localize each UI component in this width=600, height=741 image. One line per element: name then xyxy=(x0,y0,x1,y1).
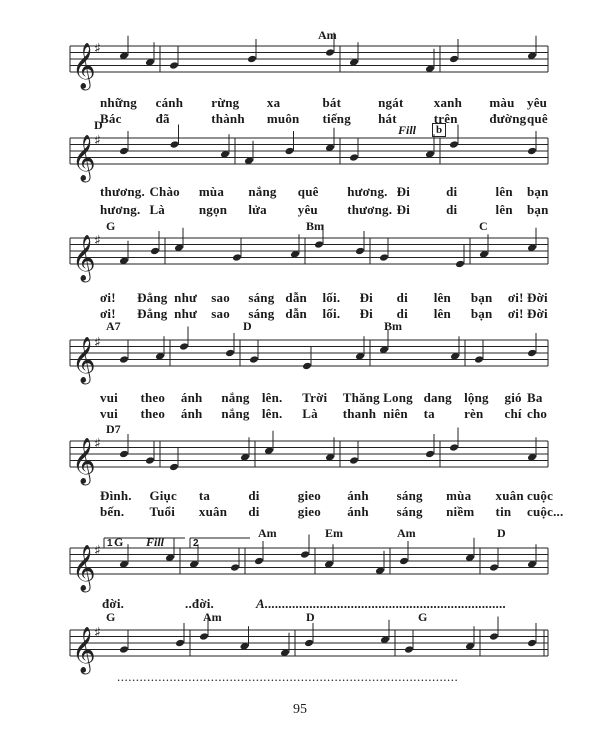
note-head xyxy=(170,140,180,149)
lyric-word: Giục xyxy=(149,488,177,503)
lyric-word: Là xyxy=(149,202,166,217)
lyric-word: ơi! xyxy=(507,306,524,321)
lyric-word: lên xyxy=(433,306,451,321)
lyric-word: lối. xyxy=(322,290,341,305)
lyric-word: lộng xyxy=(464,390,489,405)
note-head xyxy=(304,639,314,648)
lyric-word: vui xyxy=(100,406,118,421)
lyric-word: di xyxy=(396,306,408,321)
note-head xyxy=(119,450,129,459)
note-head xyxy=(449,140,459,149)
note-head xyxy=(404,645,414,654)
note-head xyxy=(399,557,409,566)
chord-symbol: Am xyxy=(203,610,222,624)
lyric-word: gieo xyxy=(297,504,321,519)
lyric-word: niên xyxy=(383,406,408,421)
note-head xyxy=(455,260,465,269)
ending-number: 2 xyxy=(193,538,199,549)
note-head xyxy=(527,349,537,358)
lyric-word: ngọn xyxy=(198,202,228,217)
note-head xyxy=(145,456,155,465)
lyric-word: Ba xyxy=(527,390,543,405)
lyric-word: xa xyxy=(266,95,281,110)
note-head xyxy=(314,240,324,249)
chord-symbol: G xyxy=(106,610,116,624)
chord-symbol: Bm xyxy=(306,219,324,233)
lyric-word: hương. xyxy=(347,184,388,199)
lyric-word: ánh xyxy=(180,406,203,421)
chord-symbol: A7 xyxy=(106,319,121,333)
lyric-word: chí xyxy=(504,406,522,421)
treble-clef-icon: 𝄞 xyxy=(72,337,96,383)
lyric-word: như xyxy=(174,306,198,321)
lyric-word: ơi! xyxy=(100,290,116,305)
lyric-word: ta xyxy=(198,488,211,503)
lyric-word: lửa xyxy=(248,202,267,217)
lyric-word: ta xyxy=(423,406,435,421)
lyric-word: Đình. xyxy=(100,488,132,503)
chord-symbol: G xyxy=(418,610,428,624)
lyric-word: ngát xyxy=(378,95,404,110)
lyric-word: sáng xyxy=(248,306,275,321)
note-head xyxy=(527,639,537,648)
lyric-word: Đẳng xyxy=(137,306,168,321)
lyric-word: di xyxy=(396,290,408,305)
lyric-word: sáng xyxy=(396,488,423,503)
note-head xyxy=(355,247,365,256)
lyric-word: đã xyxy=(155,111,170,126)
note-head xyxy=(254,557,264,566)
lyric-word: di xyxy=(248,488,260,503)
lyric-word: như xyxy=(174,290,198,305)
lyric-word: sáng xyxy=(396,504,423,519)
sharp-icon: ♯ xyxy=(94,133,101,149)
note-head xyxy=(349,153,359,162)
lyric-word: A...................................................................... xyxy=(256,596,507,611)
lyric-word: cuộc... xyxy=(527,504,564,519)
lyric-word: di xyxy=(446,184,458,199)
lyric-word: Đi xyxy=(396,184,411,199)
lyric-word: Tuổi xyxy=(149,504,176,519)
lyric-word: trên xyxy=(433,111,458,126)
lyric-word: dang xyxy=(423,390,452,405)
note-head xyxy=(225,349,235,358)
lyric-word: ơi! xyxy=(507,290,524,305)
note-head xyxy=(527,147,537,156)
lyric-word: sao xyxy=(211,290,230,305)
lyric-word: gieo xyxy=(297,488,321,503)
lyric-word: cho xyxy=(527,406,548,421)
treble-clef-icon: 𝄞 xyxy=(72,545,96,591)
chord-symbol: C xyxy=(479,219,488,233)
lyric-word: đời. xyxy=(102,596,125,611)
chord-symbol: G xyxy=(114,535,124,549)
lyric-word: Bác xyxy=(100,111,122,126)
note-head xyxy=(449,443,459,452)
lyric-word: bến. xyxy=(100,504,125,519)
note-head xyxy=(232,253,242,262)
sharp-icon: ♯ xyxy=(94,625,101,641)
note-head xyxy=(247,55,257,64)
lyric-word: bạn xyxy=(470,306,493,321)
lyric-word: Đi xyxy=(396,202,411,217)
fill-label: Fill xyxy=(146,535,165,549)
note-head xyxy=(489,563,499,572)
note-head xyxy=(230,563,240,572)
repeat-marker: b xyxy=(432,123,446,137)
lyric-word: Đời xyxy=(527,290,548,305)
dotted-lyric-line: ........................................................................................... xyxy=(117,669,459,684)
lyric-word: quê xyxy=(527,111,548,126)
note-head xyxy=(199,632,209,641)
lyric-word: gió xyxy=(504,390,522,405)
lyric-word: bát xyxy=(322,95,342,110)
sharp-icon: ♯ xyxy=(94,436,101,452)
lyric-word: Long xyxy=(383,390,413,405)
note-head xyxy=(169,61,179,70)
note-head xyxy=(285,147,295,156)
lyric-word: ơi! xyxy=(100,306,116,321)
lyric-word: Là xyxy=(302,406,318,421)
lyric-word: nắng xyxy=(248,184,277,199)
lyric-word: Đẳng xyxy=(137,290,168,305)
lyric-word: bạn xyxy=(470,290,493,305)
chord-symbol: Em xyxy=(325,526,343,540)
note-head xyxy=(119,147,129,156)
lyric-word: ..đời. xyxy=(185,596,214,611)
lyric-word: thành xyxy=(211,111,245,126)
lyric-word: nắng xyxy=(221,406,250,421)
lyric-word: sao xyxy=(211,306,230,321)
chord-symbol: Am xyxy=(397,526,416,540)
page-number: 95 xyxy=(293,702,307,717)
treble-clef-icon: 𝄞 xyxy=(72,43,96,89)
lyric-word: xanh xyxy=(433,95,463,110)
lyric-word: hương. xyxy=(100,202,141,217)
lyric-word: Đời xyxy=(527,306,548,321)
lyric-word: lên. xyxy=(261,390,283,405)
lyric-word: thương. xyxy=(347,202,393,217)
note-head xyxy=(489,632,499,641)
sharp-icon: ♯ xyxy=(94,41,101,57)
lyric-word: Thăng xyxy=(342,390,380,405)
lyric-word: yêu xyxy=(297,202,318,217)
lyric-word: vui xyxy=(100,390,118,405)
lyric-word: thương. xyxy=(100,184,145,199)
sharp-icon: ♯ xyxy=(94,543,101,559)
note-head xyxy=(302,362,312,371)
lyric-word: rèn xyxy=(464,406,484,421)
lyric-word: lên xyxy=(495,184,513,199)
lyric-word: bạn xyxy=(527,184,549,199)
note-head xyxy=(325,48,335,57)
lyric-word: nắng xyxy=(221,390,250,405)
fill-label: Fill xyxy=(398,123,417,137)
sharp-icon: ♯ xyxy=(94,335,101,351)
note-head xyxy=(150,247,160,256)
note-head xyxy=(169,463,179,472)
lyric-word: niềm xyxy=(446,504,475,519)
note-head xyxy=(119,645,129,654)
note-head xyxy=(300,550,310,559)
chord-symbol: Am xyxy=(258,526,277,540)
chord-symbol: D7 xyxy=(106,422,121,436)
note-head xyxy=(449,55,459,64)
lyric-word: di xyxy=(446,202,458,217)
lyric-word: lên xyxy=(495,202,513,217)
lyric-word: dẫn xyxy=(285,306,307,321)
lyric-word: lên. xyxy=(261,406,283,421)
chord-symbol: G xyxy=(106,219,116,233)
note-head xyxy=(175,639,185,648)
lyric-word: thanh xyxy=(342,406,377,421)
lyric-word: theo xyxy=(140,390,166,405)
lyric-word: di xyxy=(248,504,260,519)
lyric-word: hát xyxy=(378,111,397,126)
note-head xyxy=(425,450,435,459)
chord-symbol: Bm xyxy=(384,319,402,333)
treble-clef-icon: 𝄞 xyxy=(72,438,96,484)
lyric-word: Chào xyxy=(149,184,180,199)
note-head xyxy=(249,355,259,364)
lyric-word: Đi xyxy=(359,290,373,305)
chord-symbol: D xyxy=(94,118,103,132)
lyric-word: theo xyxy=(140,406,166,421)
chord-symbol: Am xyxy=(318,28,337,42)
chord-symbol: D xyxy=(243,319,252,333)
note-head xyxy=(349,456,359,465)
lyric-word: tiếng xyxy=(322,111,351,126)
ending-number: 1 xyxy=(107,538,113,549)
lyric-word: lối. xyxy=(322,306,341,321)
lyric-word: bạn xyxy=(527,202,549,217)
sharp-icon: ♯ xyxy=(94,233,101,249)
lyric-word: màu xyxy=(489,95,515,110)
chord-symbol: D xyxy=(497,526,506,540)
treble-clef-icon: 𝄞 xyxy=(72,627,96,673)
lyric-word: quê xyxy=(297,184,319,199)
lyric-word: ánh xyxy=(347,488,369,503)
lyric-word: muôn xyxy=(266,111,300,126)
lyric-word: yêu xyxy=(527,95,548,110)
lyric-word: lên xyxy=(433,290,451,305)
lyric-word: ánh xyxy=(347,504,369,519)
lyric-word: Trời xyxy=(302,390,328,405)
lyric-word: Đi xyxy=(359,306,373,321)
lyric-word: xuân xyxy=(495,488,524,503)
lyric-word: rừng xyxy=(211,95,240,110)
treble-clef-icon: 𝄞 xyxy=(72,135,96,181)
lyric-word: tin xyxy=(495,504,512,519)
lyric-word: mùa xyxy=(198,184,225,199)
lyric-word: ánh xyxy=(180,390,203,405)
lyric-word: xuân xyxy=(198,504,228,519)
note-head xyxy=(179,342,189,351)
lyric-word: đường xyxy=(489,111,527,126)
lyric-word: mùa xyxy=(446,488,472,503)
lyric-word: cuộc xyxy=(527,488,554,503)
lyric-word: cánh xyxy=(155,95,184,110)
lyric-word: những xyxy=(100,95,137,110)
chord-symbol: D xyxy=(306,610,315,624)
lyric-word: dẫn xyxy=(285,290,307,305)
lyric-word: sáng xyxy=(248,290,275,305)
note-head xyxy=(119,355,129,364)
treble-clef-icon: 𝄞 xyxy=(72,235,96,281)
note-head xyxy=(474,355,484,364)
note-head xyxy=(379,253,389,262)
